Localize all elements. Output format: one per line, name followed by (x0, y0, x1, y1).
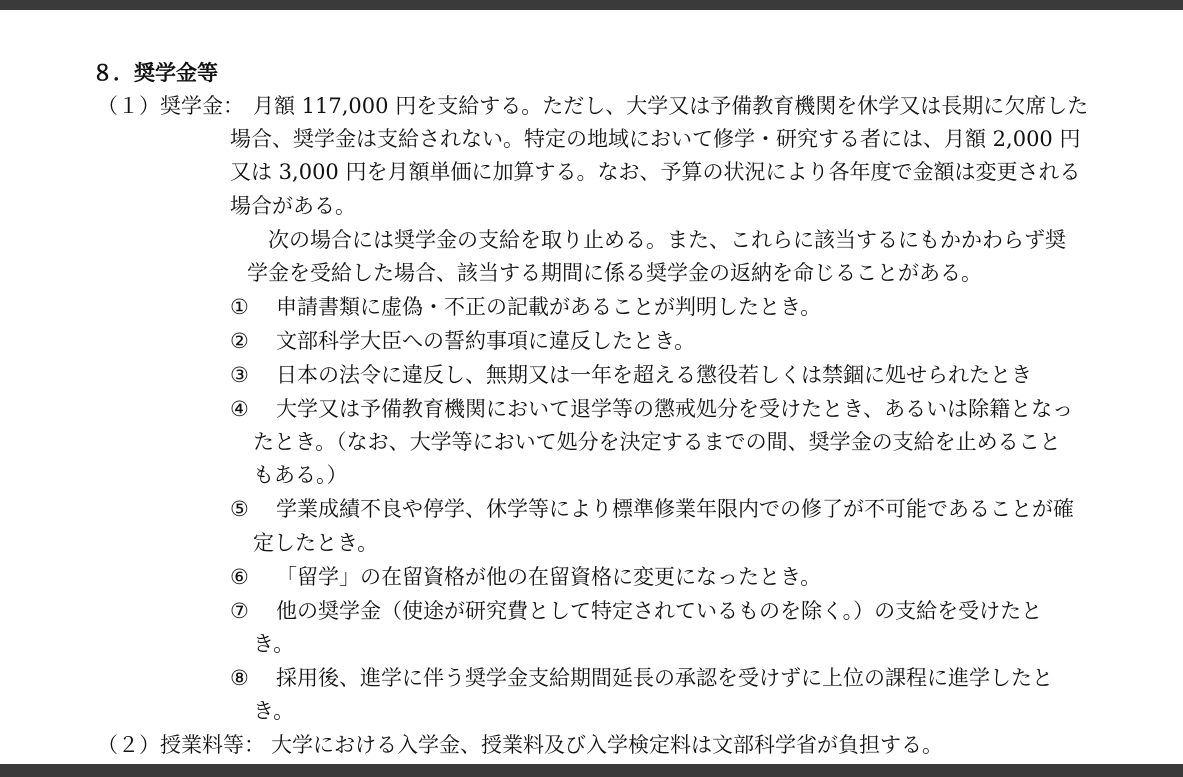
section2-text: 大学における入学金、授業料及び入学検定料は文部科学省が負担する。 (271, 733, 943, 757)
item-8-text-2: き。 (253, 699, 295, 723)
item-2-text: 文部科学大臣への誓約事項に違反したとき。 (276, 329, 696, 353)
section2-label: （２）授業料等： (97, 733, 265, 757)
item-3-text: 日本の法令に違反し、無期又は一年を超える懲役若しくは禁錮に処せられたとき (276, 363, 1032, 387)
item-2-marker: ② (230, 329, 249, 353)
item-8-marker: ⑧ (230, 666, 249, 690)
section1-line-1: 月額 117,000 円を支給する。ただし、大学又は予備教育機関を休学又は長期に欠席した (253, 94, 1089, 118)
item-8-text-1: 採用後、進学に伴う奨学金支給期間延長の承認を受けずに上位の課程に進学したと (276, 666, 1053, 690)
item-3-marker: ③ (230, 363, 249, 387)
section1-line-2: 場合、奨学金は支給されない。特定の地域において修学・研究する者には、月額 2,000 円 (230, 127, 1081, 151)
item-7-text-2: き。 (253, 632, 295, 656)
item-7-text-1: 他の奨学金（使途が研究費として特定されているものを除く。）の支給を受けたと (276, 599, 1043, 623)
item-4-marker: ④ (230, 397, 249, 421)
item-5-text-2: 定したとき。 (253, 531, 379, 555)
section1-line-4: 場合がある。 (230, 194, 356, 218)
item-6-text: 「留学」の在留資格が他の在留資格に変更になったとき。 (276, 565, 822, 589)
item-1-marker: ① (230, 295, 249, 319)
item-5-marker: ⑤ (230, 497, 249, 521)
item-1-text: 申請書類に虚偽・不正の記載があることが判明したとき。 (276, 295, 822, 319)
item-5-text-1: 学業成績不良や停学、休学等により標準修業年限内での修了が不可能であることが確 (276, 497, 1074, 521)
section1-label: （１）奨学金： (97, 94, 244, 118)
section-heading: ８．奨学金等 (92, 61, 218, 85)
stop-intro-line-2: 学金を受給した場合、該当する期間に係る奨学金の返納を命じることがある。 (247, 261, 982, 285)
item-4-text-3: もある。） (253, 463, 348, 487)
section1-line-3: 又は 3,000 円を月額単価に加算する。なお、予算の状況により各年度で金額は変更される (230, 160, 1081, 184)
item-4-text-1: 大学又は予備教育機関において退学等の懲戒処分を受けたとき、あるいは除籍となっ (276, 397, 1074, 421)
item-4-text-2: たとき。（なお、大学等において処分を決定するまでの間、奨学金の支給を止めること (253, 430, 1061, 454)
item-7-marker: ⑦ (230, 599, 249, 623)
document-page (0, 10, 1183, 764)
stop-intro-line-1: 次の場合には奨学金の支給を取り止める。また、これらに該当するにもかかわらず奨 (268, 228, 1066, 252)
item-6-marker: ⑥ (230, 565, 249, 589)
